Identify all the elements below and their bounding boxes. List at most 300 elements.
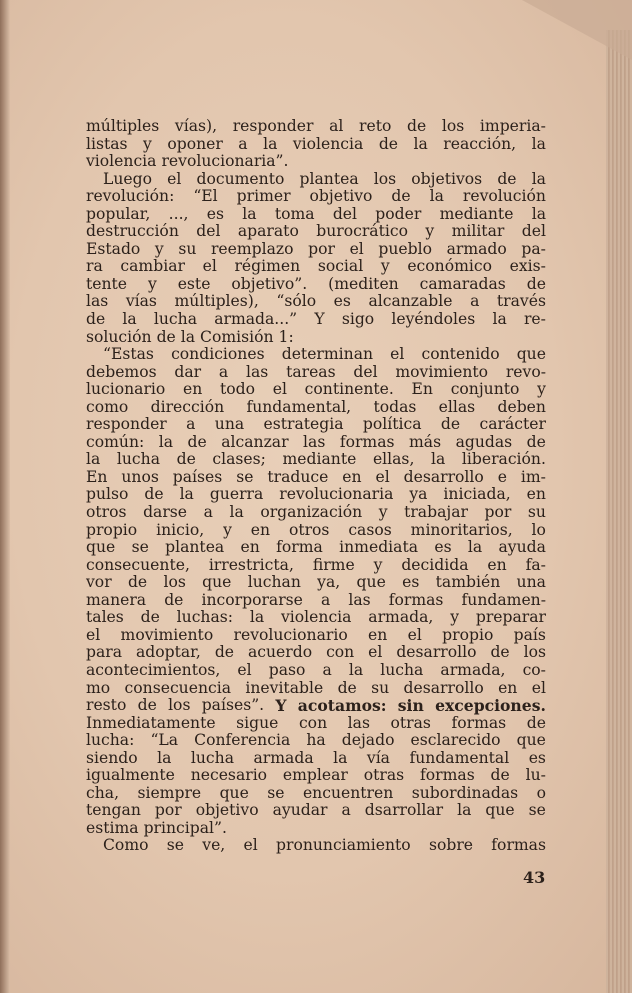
- word: de: [407, 117, 427, 135]
- word: pa-: [521, 239, 546, 258]
- word: luchas:: [176, 608, 234, 627]
- word: el: [167, 169, 182, 188]
- word: reemplazo: [210, 239, 294, 258]
- word: el: [86, 625, 101, 644]
- word: otras: [363, 766, 405, 785]
- word: siendo: [86, 748, 138, 767]
- word: por: [154, 801, 182, 820]
- text-line: [86, 750, 546, 768]
- word: organización: [260, 503, 363, 522]
- word: Comisión: [200, 327, 274, 346]
- word: de: [497, 169, 517, 188]
- word: (mediten: [328, 274, 399, 293]
- word: a: [238, 134, 248, 153]
- word: países: [172, 467, 223, 486]
- text-line: [86, 293, 546, 311]
- word: y: [147, 274, 157, 293]
- word: forma: [276, 538, 323, 557]
- word: guerra: [209, 485, 264, 504]
- word: más: [409, 432, 442, 451]
- word: a: [320, 590, 331, 609]
- word: es: [528, 748, 546, 767]
- word: se: [236, 467, 254, 486]
- word: múltiples),: [174, 292, 259, 311]
- word: siempre: [137, 783, 202, 802]
- word: cambiar: [120, 257, 185, 276]
- word: manera: [86, 590, 147, 609]
- word: se: [267, 783, 285, 802]
- word: una: [516, 573, 546, 592]
- word: ayuda: [498, 538, 546, 557]
- word: los: [523, 643, 546, 662]
- word: por: [484, 503, 512, 522]
- word: régimen: [234, 257, 301, 276]
- word: sobre: [428, 836, 474, 855]
- word: y: [223, 520, 232, 539]
- word: armada...”: [214, 310, 298, 329]
- word: o: [536, 783, 546, 802]
- word: ...,: [168, 204, 189, 223]
- word: tareas: [286, 362, 336, 381]
- word: económico: [407, 257, 492, 276]
- word: luchan: [247, 573, 301, 592]
- word: que: [202, 573, 232, 592]
- word: de: [214, 643, 235, 662]
- word: en: [526, 485, 546, 504]
- word: lucha:: [86, 731, 135, 750]
- text-line: [86, 592, 546, 610]
- word: las: [245, 362, 269, 381]
- word: irrestricta,: [208, 555, 294, 574]
- word: e: [497, 467, 507, 486]
- word: contenido: [421, 345, 500, 364]
- word: las: [86, 292, 109, 311]
- word: de: [164, 590, 184, 609]
- word: desarrollo: [396, 643, 477, 662]
- word: unos: [121, 467, 159, 486]
- word: tente: [86, 274, 128, 293]
- word: las: [347, 713, 370, 732]
- word: la: [531, 169, 546, 188]
- word: vor: [86, 573, 112, 592]
- word: la: [249, 608, 265, 627]
- word: violencia: [86, 152, 157, 171]
- word: de: [526, 713, 546, 732]
- word: se: [131, 538, 149, 557]
- word: través: [496, 292, 546, 311]
- word: esclarecido: [410, 731, 501, 750]
- word: necesario: [190, 766, 268, 785]
- word: documento: [196, 169, 285, 188]
- word: armado: [446, 239, 507, 258]
- text-line: [86, 662, 546, 680]
- word: dirección: [150, 397, 225, 416]
- word: inmediata: [339, 538, 419, 557]
- text-line: [86, 837, 546, 855]
- word: las: [303, 432, 326, 451]
- word: la: [263, 134, 278, 153]
- word: la: [429, 187, 444, 206]
- word: la: [431, 450, 446, 469]
- text-line: [86, 732, 546, 750]
- word: en: [240, 538, 260, 557]
- word: cha,: [86, 783, 120, 802]
- word: política: [362, 415, 422, 434]
- word: el: [531, 678, 546, 697]
- text-line: [86, 767, 546, 785]
- word: sigo: [341, 310, 375, 329]
- text-line: [86, 416, 546, 434]
- word: de: [440, 415, 461, 434]
- word: al: [329, 117, 344, 135]
- word: desarrollo: [403, 467, 484, 486]
- word: im-: [520, 467, 546, 486]
- word: co-: [522, 660, 546, 679]
- word: que: [356, 573, 386, 592]
- text-line: [86, 451, 546, 469]
- text-line: [86, 644, 546, 662]
- word: de: [187, 432, 207, 451]
- word: ha: [306, 731, 326, 750]
- word: y: [378, 503, 388, 522]
- word: una: [214, 415, 245, 434]
- word: minoritarios,: [410, 520, 513, 539]
- word: las: [348, 590, 371, 609]
- text-line: [86, 609, 546, 627]
- word: y: [380, 257, 390, 276]
- page-number: 43: [523, 868, 546, 887]
- word: y: [143, 134, 152, 153]
- word: vía: [366, 748, 390, 767]
- word: movimiento: [120, 625, 214, 644]
- text-line: [86, 276, 546, 294]
- word: de: [526, 432, 546, 451]
- word: lucionario: [86, 380, 166, 399]
- text-line: [86, 241, 546, 259]
- word: que: [516, 345, 546, 364]
- word: lucha: [153, 310, 197, 329]
- word: acuerdo: [247, 643, 313, 662]
- word: resto: [86, 696, 127, 715]
- word: popular,: [86, 204, 151, 223]
- word: social: [317, 257, 364, 276]
- word-bold: excepciones.: [435, 696, 546, 716]
- word: principal”.: [143, 818, 227, 837]
- word: de: [127, 573, 148, 592]
- word: poder: [375, 204, 422, 223]
- word: primer: [236, 187, 291, 206]
- word: de: [176, 450, 196, 469]
- word: inevitable: [245, 678, 324, 697]
- word: armada,: [368, 608, 434, 627]
- word: violencia: [292, 134, 364, 153]
- word: en: [250, 520, 271, 539]
- text-line: [86, 153, 546, 171]
- word: dsarrollar: [364, 801, 444, 820]
- word: fundamental,: [246, 397, 352, 416]
- word: reto: [359, 117, 392, 135]
- word: adoptar,: [135, 643, 201, 662]
- word: la: [467, 538, 483, 557]
- word: es: [206, 204, 224, 223]
- word: se: [528, 801, 546, 820]
- word: acontecimientos,: [86, 660, 221, 679]
- word: lucha: [380, 660, 424, 679]
- word: todo: [220, 380, 256, 399]
- word: continente.: [304, 380, 394, 399]
- text-line: [86, 188, 546, 206]
- text-line: [86, 680, 546, 698]
- word: países”.: [201, 696, 265, 715]
- text-line: [86, 118, 546, 136]
- word: responder: [232, 117, 314, 135]
- word: todas: [373, 397, 417, 416]
- word: el: [202, 257, 217, 276]
- word: Estado: [86, 239, 141, 258]
- word: preparar: [475, 608, 546, 627]
- text-line: [86, 206, 546, 224]
- word: mediante: [282, 450, 357, 469]
- word: leyéndoles: [391, 310, 476, 329]
- word: que: [86, 538, 116, 557]
- text-line: [86, 627, 546, 645]
- word: inicio,: [156, 520, 205, 539]
- text-line: [86, 504, 546, 522]
- word: reacción,: [443, 134, 517, 153]
- word: armada: [253, 748, 314, 767]
- word: otros: [86, 503, 127, 522]
- word: igualmente: [86, 766, 175, 785]
- body-text: [86, 118, 546, 855]
- word: “La: [150, 731, 179, 750]
- word: en: [487, 555, 507, 574]
- word: lucha: [190, 748, 235, 767]
- word: paso: [268, 660, 306, 679]
- word: mo: [86, 678, 111, 697]
- word: solución: [86, 327, 152, 346]
- word: de: [86, 310, 106, 329]
- word: del: [353, 362, 378, 381]
- word: pulso: [86, 485, 129, 504]
- word: exis-: [509, 257, 546, 276]
- word: a: [186, 415, 196, 434]
- word: “sólo: [276, 292, 317, 311]
- word: la: [531, 134, 546, 153]
- word: el: [272, 380, 287, 399]
- word: como: [86, 397, 129, 416]
- word: es: [333, 292, 351, 311]
- word: otros: [288, 520, 330, 539]
- word: la: [158, 432, 174, 451]
- word: formas: [451, 713, 507, 732]
- text-line: [86, 381, 546, 399]
- word: revolucionario: [233, 625, 348, 644]
- word: en: [498, 678, 518, 697]
- word: el: [243, 836, 258, 855]
- text-line: [86, 434, 546, 452]
- word: que: [485, 801, 515, 820]
- word: determinan: [281, 345, 374, 364]
- text-line: [86, 557, 546, 575]
- word: para: [86, 643, 123, 662]
- word: de: [391, 187, 411, 206]
- word: ya,: [317, 573, 341, 592]
- word: sigue: [236, 713, 279, 732]
- word-bold: sin: [397, 696, 424, 716]
- word: armada,: [440, 660, 506, 679]
- word: su: [371, 678, 390, 697]
- word: movimiento: [395, 362, 489, 381]
- word: es: [402, 573, 420, 592]
- word: lucha: [116, 450, 160, 469]
- word: el: [237, 660, 252, 679]
- word: ya: [409, 485, 428, 504]
- word: darse: [143, 503, 188, 522]
- word: formas: [388, 590, 444, 609]
- word: de: [526, 274, 546, 293]
- word: en: [183, 380, 203, 399]
- text-line: [86, 136, 546, 154]
- word: casos: [348, 520, 392, 539]
- word: la: [86, 450, 101, 469]
- word: de: [490, 766, 510, 785]
- word: dar: [174, 362, 202, 381]
- word: incorporarse: [201, 590, 303, 609]
- word: la: [531, 204, 546, 223]
- word: objetivos: [411, 169, 483, 188]
- word: traduce: [267, 467, 329, 486]
- word: que: [516, 731, 546, 750]
- word: alcanzar: [221, 432, 289, 451]
- word: y: [373, 555, 383, 574]
- word: fa-: [525, 555, 546, 574]
- word: carácter: [479, 415, 546, 434]
- word: de: [140, 608, 160, 627]
- word: 1:: [278, 327, 294, 346]
- word: la: [492, 310, 507, 329]
- word: ra: [86, 257, 103, 276]
- word: revolucionaria”.: [161, 152, 289, 171]
- word: su: [527, 503, 546, 522]
- word: a: [322, 660, 332, 679]
- word: fundamen-: [461, 590, 546, 609]
- word: lo: [531, 520, 546, 539]
- word: Conferencia: [194, 731, 291, 750]
- text-line: [86, 469, 546, 487]
- word: la: [413, 134, 428, 153]
- word: consecuencia: [124, 678, 232, 697]
- text-line: [86, 311, 546, 329]
- word: toma: [274, 204, 315, 223]
- word: los: [373, 169, 397, 188]
- text-line: [86, 574, 546, 592]
- word: del: [332, 204, 358, 223]
- word: Inmediatamente: [86, 713, 216, 732]
- word: en: [368, 625, 388, 644]
- word: En: [411, 380, 433, 399]
- word: firme: [312, 555, 355, 574]
- word: y: [537, 380, 546, 399]
- text-line: [86, 785, 546, 803]
- word: tengan: [86, 801, 141, 820]
- word: ellas,: [372, 450, 415, 469]
- word-bold: Y: [275, 696, 287, 716]
- word: país: [513, 625, 546, 644]
- word: la: [179, 485, 194, 504]
- word: la: [157, 748, 172, 767]
- word: pronunciamiento: [276, 836, 411, 855]
- word: oponer: [167, 134, 223, 153]
- word: este: [177, 274, 211, 293]
- word: estima: [86, 818, 139, 837]
- word: responder: [86, 415, 167, 434]
- word: iniciada,: [443, 485, 511, 504]
- word: “El: [193, 187, 218, 206]
- text-line: [86, 820, 546, 838]
- text-line: [86, 171, 546, 189]
- word: objetivo: [195, 801, 259, 820]
- word: ve,: [202, 836, 226, 855]
- word: el: [368, 643, 383, 662]
- word: que: [219, 783, 249, 802]
- word: se: [166, 836, 184, 855]
- word: la: [180, 327, 196, 346]
- word: estrategia: [263, 415, 344, 434]
- word: la: [457, 801, 472, 820]
- word: del: [196, 222, 221, 241]
- word: destrucción: [86, 222, 179, 241]
- word: revolución:: [86, 187, 175, 206]
- word: tales: [86, 608, 124, 627]
- word: Como: [103, 836, 149, 855]
- text-line: [86, 539, 546, 557]
- word: plantea: [165, 538, 225, 557]
- word: en: [342, 467, 362, 486]
- word: el: [390, 345, 405, 364]
- word: militar: [451, 222, 505, 241]
- word: trabajar: [404, 503, 468, 522]
- word: de: [378, 134, 399, 153]
- word: revolucionaria: [279, 485, 394, 504]
- word: listas: [86, 134, 128, 153]
- word: es: [434, 538, 452, 557]
- word: pueblo: [378, 239, 432, 258]
- text-line: [86, 522, 546, 540]
- word: plantea: [299, 169, 359, 188]
- word: de: [337, 678, 357, 697]
- word: la: [242, 204, 257, 223]
- word: de: [137, 696, 157, 715]
- word: objetivo”.: [231, 274, 308, 293]
- word: revolución: [462, 187, 546, 206]
- word: camaradas: [419, 274, 506, 293]
- word: agudas: [455, 432, 513, 451]
- word: condiciones: [171, 345, 265, 364]
- page-edge-stack: [606, 30, 632, 993]
- word: los: [441, 117, 465, 135]
- word: Luego: [103, 169, 152, 188]
- word: Y: [314, 310, 325, 329]
- word-bold: acotamos:: [297, 696, 387, 716]
- word: imperia-: [479, 117, 546, 135]
- word: la: [348, 660, 364, 679]
- word: liberación.: [461, 450, 546, 469]
- word: el: [407, 625, 422, 644]
- word: subordinadas: [411, 783, 519, 802]
- text-line: [86, 346, 546, 364]
- word: los: [168, 696, 191, 715]
- word: clases;: [212, 450, 266, 469]
